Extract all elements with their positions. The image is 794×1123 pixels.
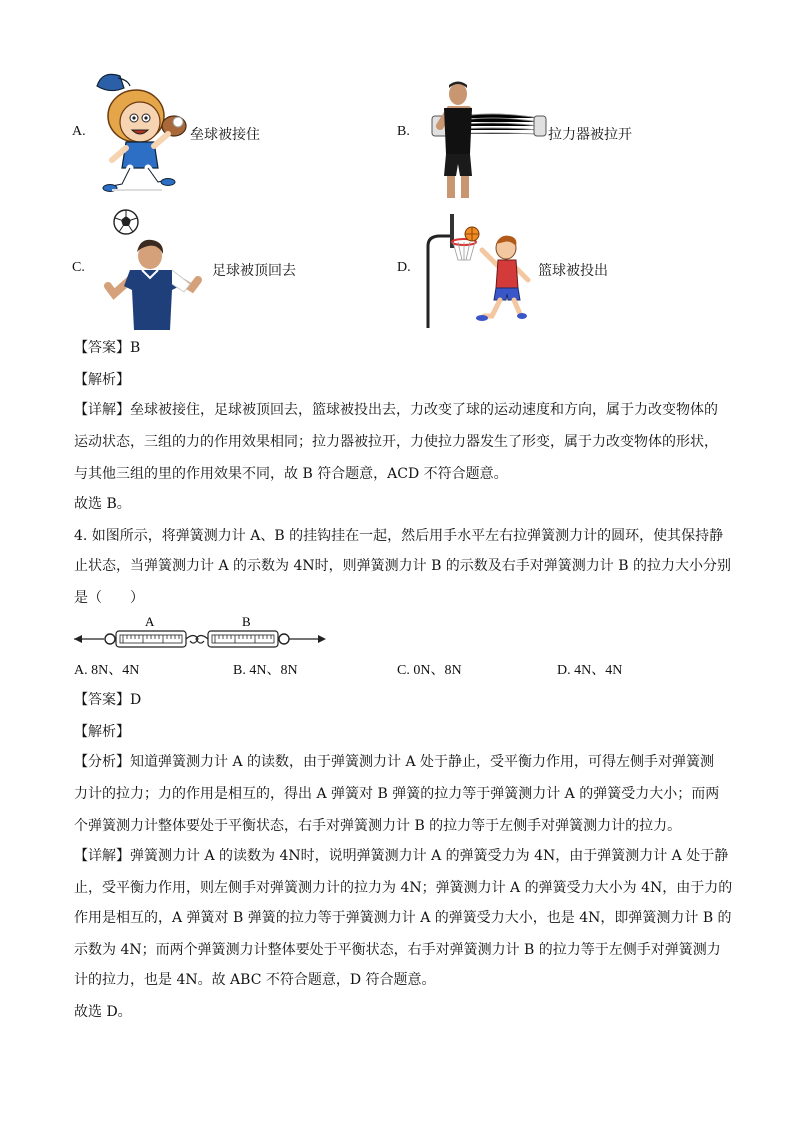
q3-analysis-heading-text: 解析 — [88, 372, 116, 388]
q4-stem-line-2: 止状态，当弹簧测力计 A 的示数为 4N时，则弹簧测力计 B 的示数及右手对弹簧测力计 B 的拉力大小分别 — [74, 558, 731, 574]
q4-analysis-line-1: 【分析】知道弹簧测力计 A 的读数，由于弹簧测力计 A 处于静止，受平衡力作用，可得左侧手对弹簧测 — [74, 754, 715, 770]
q4-detail-line-2: 止，受平衡力作用，则左侧手对弹簧测力计的拉力为 4N；弹簧测力计 A 的弹簧受力大小为 4N，由于力的 — [74, 880, 733, 896]
option-c-letter: C. — [72, 260, 85, 275]
q4-analysis-line-3: 个弹簧测力计整体要处于平衡状态，右手对弹簧测力计 B 的拉力等于左侧手对弹簧测力计的拉力。 — [74, 818, 682, 834]
chest-expander-photo-icon — [410, 80, 550, 200]
q4-analysis-heading-text: 解析 — [88, 724, 116, 740]
q3-conclusion: 故选 B。 — [74, 496, 131, 512]
q3-detail-line-2: 运动状态，三组的力的作用效果相同；拉力器被拉开，力使拉力器发生了形变，属于力改变物体的形状， — [74, 434, 718, 450]
q3-detail-line-1: 【详解】垒球被接住，足球被顶回去，篮球被投出去，力改变了球的运动速度和方向，属于力改变物体的 — [74, 402, 718, 418]
q4-choice-b[interactable]: B. 4N、8N — [233, 663, 298, 678]
q4-detail-line-1: 【详解】弹簧测力计 A 的读数为 4N时，说明弹簧测力计 A 的弹簧受力为 4N，由于弹簧测力计 A 处于静 — [74, 848, 729, 864]
option-d-letter: D. — [397, 260, 411, 275]
soccer-header-photo-icon — [100, 206, 210, 330]
q4-detail-line-4: 示数为 4N；而两个弹簧测力计整体要处于平衡状态，右手对弹簧测力计 B 的拉力等于左侧手对弹簧测力 — [74, 942, 721, 958]
scale-b-label: B — [242, 614, 251, 629]
q3-analysis-heading: 【解析】 — [74, 372, 130, 388]
scale-a-label: A — [145, 614, 155, 629]
option-d-caption: 篮球被投出 — [538, 263, 608, 279]
q4-stem-line-3: 是（ ） — [74, 590, 144, 606]
q4-detail-line-3: 作用是相互的，A 弹簧对 B 弹簧的拉力等于弹簧测力计 A 的弹簧受力大小，也是 4N，即弹簧测力计 B 的 — [74, 910, 732, 926]
option-b-letter: B. — [397, 124, 410, 139]
option-a-caption: 垒球被接住 — [190, 127, 260, 143]
q4-answer: 【答案】D — [74, 692, 142, 708]
q4-choice-a[interactable]: A. 8N、4N — [74, 663, 140, 678]
spring-scale-figure — [72, 614, 328, 654]
q4-choice-d[interactable]: D. 4N、4N — [557, 663, 623, 678]
option-a-letter: A. — [72, 124, 86, 139]
q4-detail-line-5: 计的拉力，也是 4N。故 ABC 不符合题意，D 符合题意。 — [74, 972, 436, 988]
basketball-shot-illustration-icon — [420, 210, 540, 330]
q4-analysis-heading: 【解析】 — [74, 724, 130, 740]
q3-answer: 【答案】B — [74, 340, 141, 356]
option-c-caption: 足球被顶回去 — [212, 263, 296, 279]
q4-analysis-line-2: 力计的拉力；力的作用是相互的，得出 A 弹簧对 B 弹簧的拉力等于弹簧测力计 A 的弹簧受力大小；而两 — [74, 786, 720, 802]
option-b-caption: 拉力器被拉开 — [548, 127, 632, 143]
q3-detail-line-3: 与其他三组的里的作用效果不同，故 B 符合题意，ACD 不符合题意。 — [74, 466, 508, 482]
q4-stem-line-1: 4. 如图所示，将弹簧测力计 A、B 的挂钩挂在一起，然后用手水平左右拉弹簧测力计的圆环，使其保持静 — [74, 528, 724, 544]
q4-conclusion: 故选 D。 — [74, 1004, 132, 1020]
baseball-catch-illustration-icon — [92, 72, 192, 194]
q4-choice-c[interactable]: C. 0N、8N — [397, 663, 462, 678]
